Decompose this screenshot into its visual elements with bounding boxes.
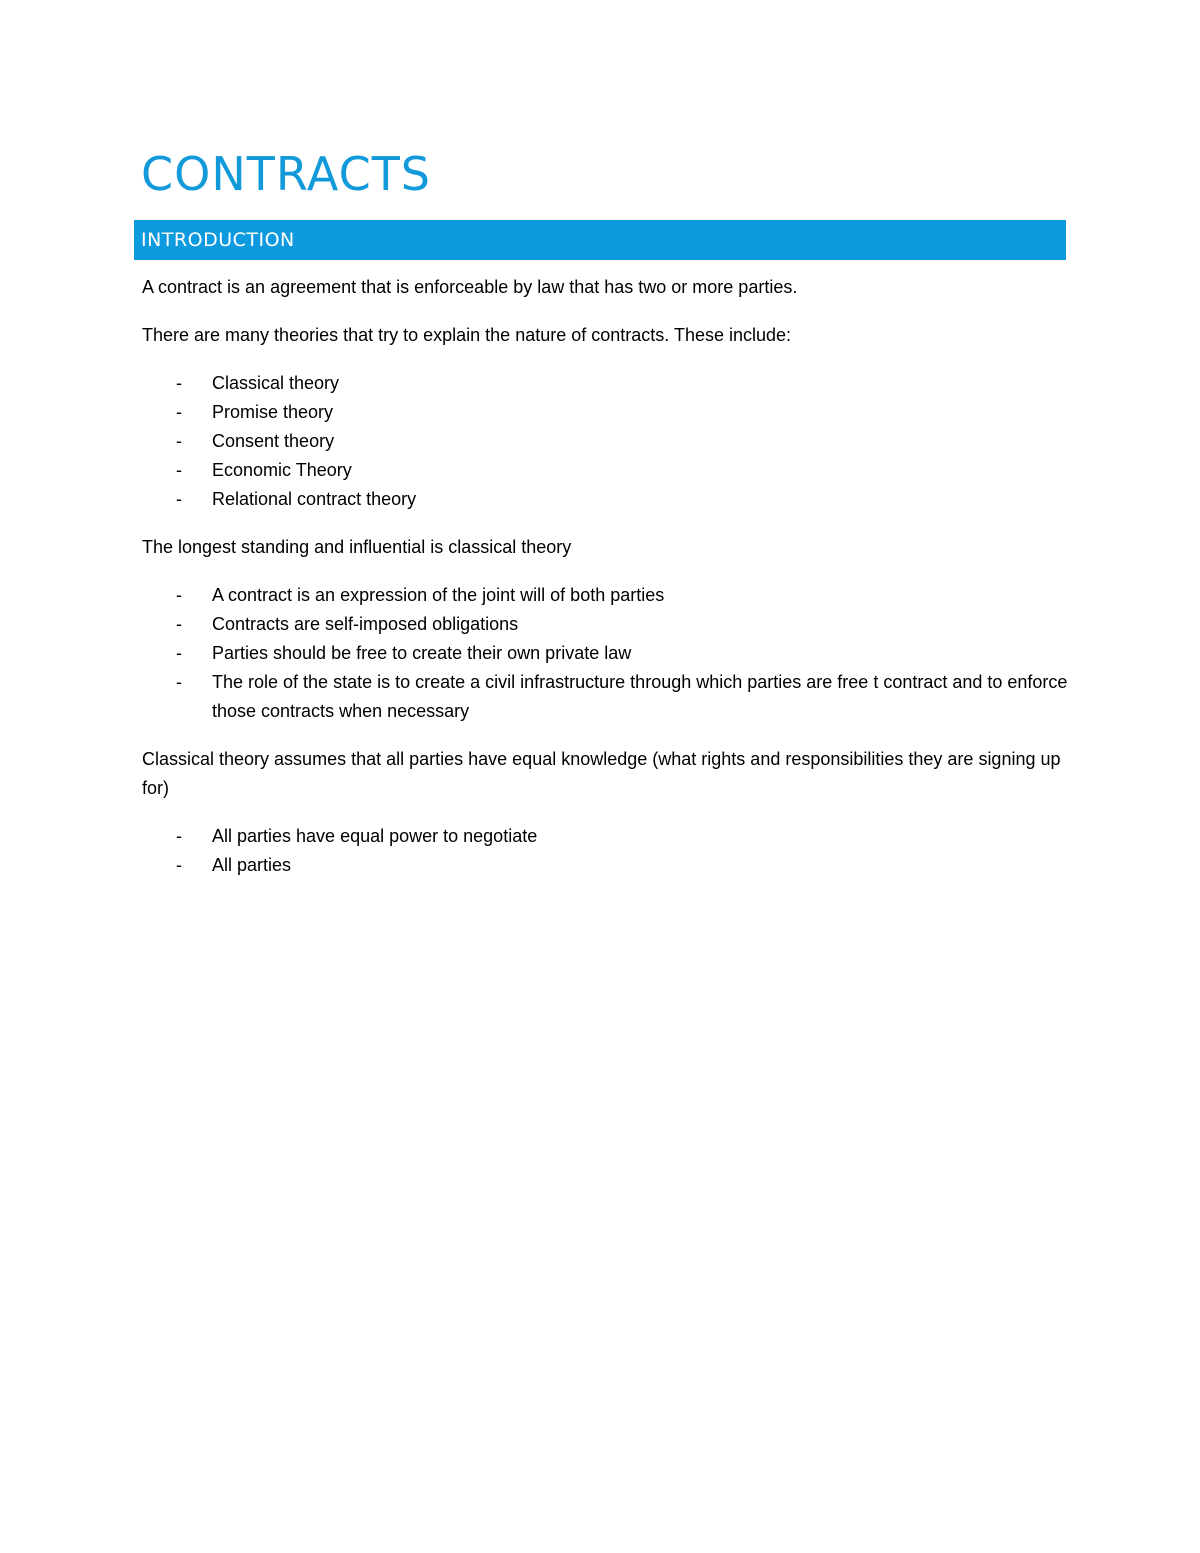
section-heading-bar [134, 220, 1066, 260]
bullet-dash: - [176, 643, 182, 663]
paragraph-theories-intro: There are many theories that try to explain the nature of contracts. These include: [142, 325, 792, 345]
list-item: - Classical theory [142, 369, 1072, 398]
paragraph-definition: A contract is an agreement that is enforceable by law that has two or more parties. [142, 277, 798, 297]
paragraph-classical-intro: The longest standing and influential is classical theory [142, 537, 572, 557]
assumptions-list [142, 822, 1072, 880]
bullet-dash: - [176, 402, 182, 422]
bullet-dash: - [176, 672, 182, 692]
bullet-dash: - [176, 431, 182, 451]
list-item: - Relational contract theory [142, 485, 1072, 514]
list-item: - The role of the state is to create a civil infrastructure through which parties are free t contract and to enforce those contracts when necessary [142, 668, 1072, 726]
bullet-dash: - [176, 460, 182, 480]
list-item: - A contract is an expression of the joint will of both parties [142, 581, 1072, 610]
list-item: - Consent theory [142, 427, 1072, 456]
bullet-dash: - [176, 373, 182, 393]
list-item: - Parties should be free to create their own private law [142, 639, 1072, 668]
theories-list [142, 369, 1072, 514]
list-item: - All parties have equal power to negotiate [142, 822, 1072, 851]
bullet-dash: - [176, 489, 182, 509]
bullet-dash: - [176, 614, 182, 634]
document-title: CONTRACTS [141, 147, 432, 201]
bullet-dash: - [176, 585, 182, 605]
section-heading: INTRODUCTION [141, 229, 295, 251]
bullet-dash: - [176, 826, 182, 846]
paragraph-assumptions: Classical theory assumes that all parties have equal knowledge (what rights and responsibilities they are signing up for) [142, 749, 1061, 798]
list-item: - All parties [142, 851, 1072, 880]
list-item: - Economic Theory [142, 456, 1072, 485]
document-body [142, 273, 1072, 899]
classical-theory-list [142, 581, 1072, 726]
list-item: - Promise theory [142, 398, 1072, 427]
list-item: - Contracts are self-imposed obligations [142, 610, 1072, 639]
bullet-dash: - [176, 855, 182, 875]
